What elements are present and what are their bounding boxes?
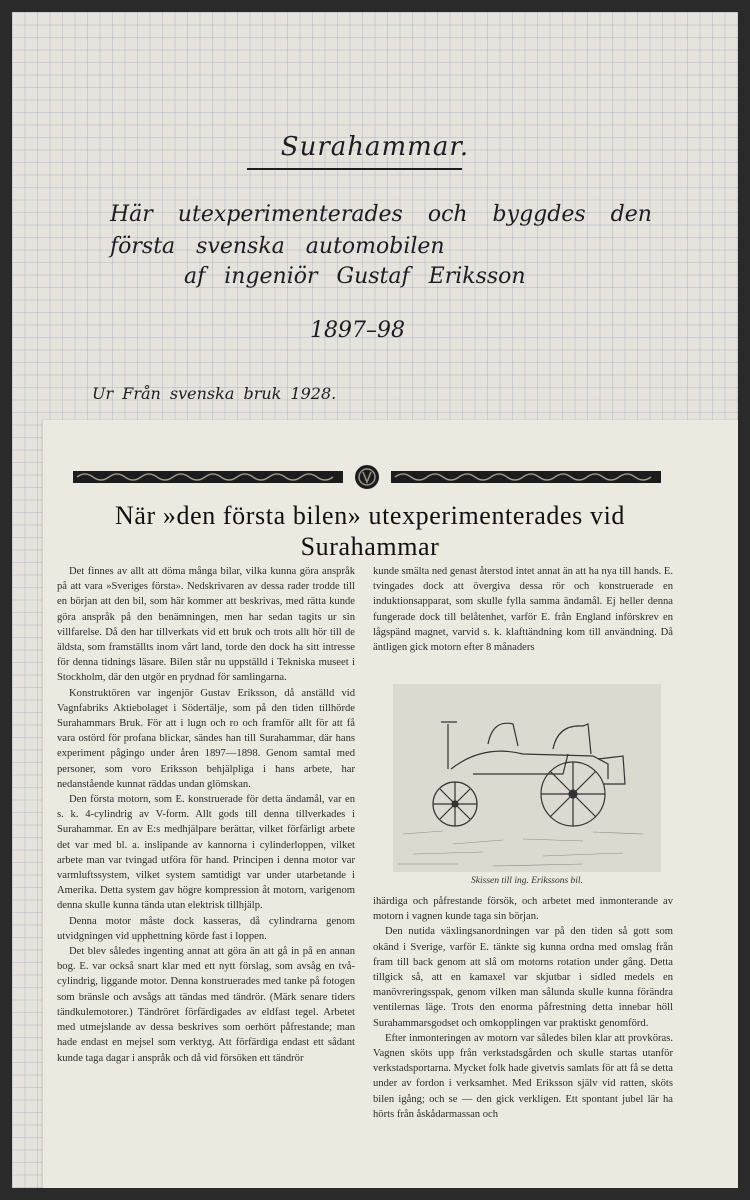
title-underline [247,168,462,170]
paragraph: Den nutida växlingsanordningen var på den tiden så gott som okänd i Sverige, varför E. tänkte sig kunna ordna med omslag från fram till back genom att slå om motorns rotation under gång. Detta tillgick så, att en kamaxel var skjutbar i sidled medels en manövreringsspak, genom vilken man sålunda skulle kunna förändra ventilernas läge. Trots den enorma påfrestning detta innebar höll Surahammarsgodset och omkopplingen var praktiskt genomförd. [373,926,673,1029]
paragraph: ihärdiga och påfrestande försök, och arbetet med inmonterande av motorn i vagnen kunde taga sin början. [373,896,673,923]
newspaper-clipping [42,420,738,1188]
car-sketch-illustration [393,684,661,872]
paragraph: Konstruktören var ingenjör Gustav Eriksson, då anställd vid Vagnfabriks Aktiebolaget i Södertälje, som på den tiden tillhörde Surahammars Bruk. För att i lugn och ro och framför allt för att få vara ostörd för profana blickar, sändes han till Surahammar, där hans experiment pågingo under åren 1897—1898. Genom samtal med personer, som voro Eriksson behjälpliga i hans arbete, har nedanstående kunnat räddas undan glömskan. [57,687,355,790]
article-headline: När »den första bilen» utexperimenterades vid Surahammar [115,501,625,561]
paragraph: Den första motorn, som E. konstruerade för detta ändamål, var en s. k. 4-cylindrig av V-form. Allt gods till denna tillverkades i Surahammar. En av E:s medhjälpare berättar, vilket förfärligt arbete det var med bl. a. inslipande av kannorna i cylinderloppen, vilket arbete man var tvingad utföra för hand. Principen i denna motor var varmluftssystem, vilket system samtidigt var under utarbetande i Amerika. Detta system gav högre kompression åt motorn, varigenom denna skulle kunna tända utan elektrisk tillhjälp. [57,794,355,912]
article-column-left [57,564,355,1176]
article-column-right-bottom [373,894,673,1176]
paragraph: Det finnes av allt att döma många bilar, vilka kunna göra anspråk på att vara »Sveriges första». Nedskrivaren av dessa rader trodde till en början att den bil, som här kommer att beskrivas, med rätta kunde göra anspråk på den benämningen, men har sedan tagits ur sin villfarelse. Då den har tillverkats vid ett bruk och trots allt hör till de äldsta, som framställts inom vårt land, torde den dock ha sitt intresse för denna tidnings läsare. Bilen står nu uppställd i Tekniska museet i Stockholm, där den utgör en prydnad för samlingarna. [57,566,355,684]
handwritten-title: Surahammar. [280,132,470,162]
grid-paper-page [12,12,738,1188]
paragraph: Denna motor måste dock kasseras, då cylindrarna genom utvidgningen vid upphettning körde fast i loppen. [57,915,355,942]
paragraph: Efter inmonteringen av motorn var således bilen klar att provköras. Vagnen sköts upp från verkstadsgården och skulle startas utanför verkstadsportarna. Mycket folk hade givetvis samlats för att få se detta under av fordon i verksamhet. Med Eriksson själv vid ratten, sköts bilen igång; och se — den gick verkligen. Ett spontant jubel lär ha hörts från åskådarmassan och [373,1032,673,1120]
handwritten-line-2: första svenska automobilen [110,234,445,259]
paragraph: Det blev således ingenting annat att göra än att gå in på en annan bog. E. var också snart klar med ett nytt förslag, som avsåg en två-cylindrig, liggande motor. Denna konstruerades med tanke på fotogen som bränsle och avsågs att tändas med tändrör. (Märk senare tiders tändkulemotorer.) Tändröret förfärdigades av eldfast tegel. Arbetet med utmejslande av dessa beskrives som oerhört påfrestande; man hade endast en mejsel som verktyg. Att förfärdiga endast ett sådant kunde taga dagar i anspråk och då vid försöken ett tändrör [57,946,355,1064]
handwritten-line-1: Här utexperimenterades och byggdes den [110,202,652,227]
handwritten-line-3: af ingeniör Gustaf Eriksson [184,264,526,289]
handwritten-years: 1897–98 [310,318,405,343]
handwritten-source-note: Ur Från svenska bruk 1928. [92,384,337,403]
figure-caption: Skissen till ing. Erikssons bil. [471,876,583,886]
article-column-right-top [373,564,673,674]
ornamental-divider [73,464,661,490]
paragraph: kunde smälta ned genast återstod intet annat än att ha nya till hands. E. tvingades dock att övergiva dessa rör och konstruerade en induktionsapparat, som skulle fylla samma ändamål. Ej heller denna fungerade dock till belåtenhet, varför E. från England införskrev en lågspänd magnet, varvid s. k. klafttändning kom till användning. Då äntligen gick motorn efter 8 månaders [373,566,673,654]
